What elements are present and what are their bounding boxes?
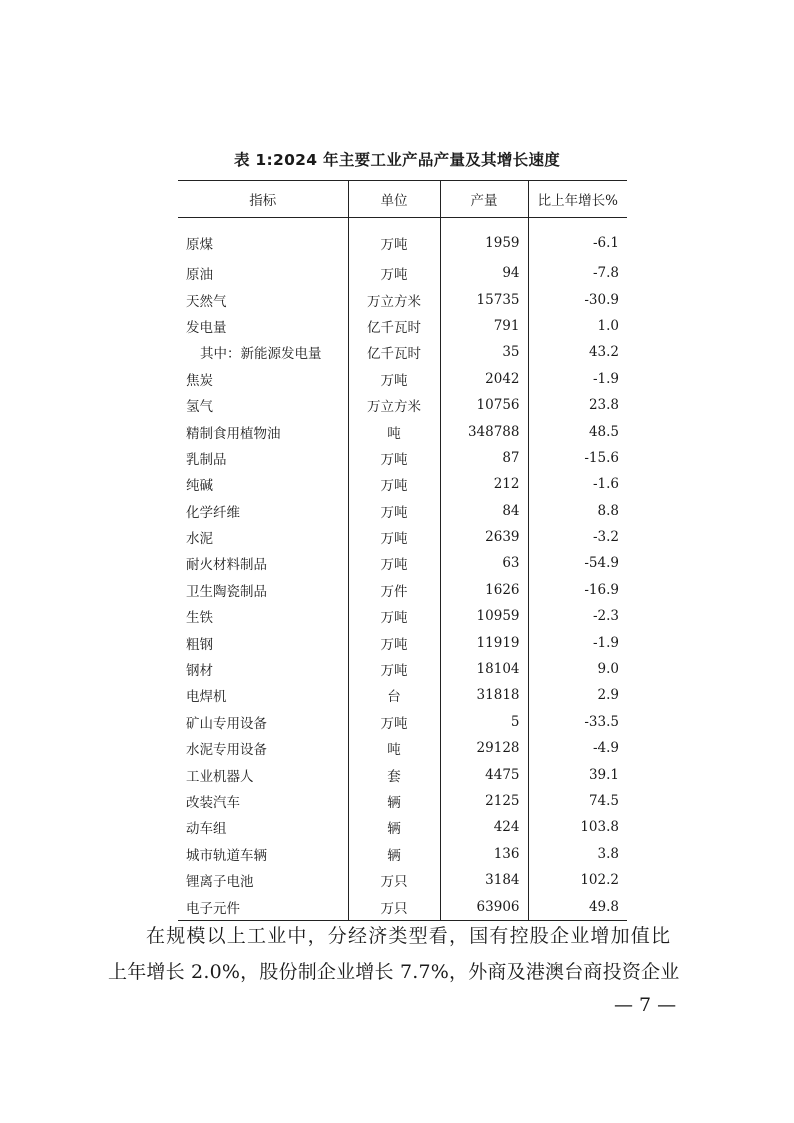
table-row [178, 788, 627, 814]
cell-unit: 辆 [348, 788, 440, 814]
cell-growth: 39.1 [528, 761, 627, 787]
cell-output: 1959 [440, 218, 528, 261]
table-row [178, 339, 627, 365]
table-row [178, 814, 627, 840]
cell-output: 63 [440, 550, 528, 576]
cell-growth: -54.9 [528, 550, 627, 576]
cell-indicator: 矿山专用设备 [186, 715, 267, 732]
cell-indicator: 粗钢 [186, 636, 213, 653]
cell-indicator: 改装汽车 [186, 795, 240, 811]
cell-unit: 万吨 [348, 218, 440, 261]
cell-indicator: 锂离子电池 [186, 874, 254, 891]
cell-unit: 万立方米 [348, 286, 440, 312]
cell-indicator: 电子元件 [178, 893, 348, 920]
cell-indicator: 水泥专用设备 [186, 742, 267, 759]
cell-unit: 万吨 [348, 498, 440, 524]
cell-indicator: 水泥 [186, 531, 213, 548]
cell-output: 3184 [440, 867, 528, 893]
cell-unit: 亿千瓦时 [348, 313, 440, 339]
cell-unit: 万吨 [348, 603, 440, 629]
cell-unit: 吨 [348, 418, 440, 444]
cell-output: 348788 [440, 418, 528, 444]
table-row [178, 629, 627, 655]
header-output: 产量 [440, 181, 528, 218]
cell-unit: 万吨 [348, 524, 440, 550]
cell-growth: 49.8 [528, 893, 627, 920]
cell-growth: -7.8 [528, 260, 627, 286]
cell-indicator: 化学纤维 [186, 504, 240, 521]
table-row [178, 577, 627, 603]
cell-growth: -16.9 [528, 577, 627, 603]
header-unit: 单位 [348, 181, 440, 218]
table-header-row [178, 181, 627, 218]
cell-growth: 48.5 [528, 418, 627, 444]
cell-indicator: 天然气 [186, 293, 227, 310]
cell-output: 63906 [440, 893, 528, 920]
cell-growth: -30.9 [528, 286, 627, 312]
cell-output: 84 [440, 498, 528, 524]
cell-unit: 万吨 [348, 471, 440, 497]
table-row [178, 893, 627, 920]
cell-indicator: 卫生陶瓷制品 [186, 583, 267, 600]
page-number: — 7 — [614, 994, 677, 1016]
header-indicator: 指标 [178, 181, 348, 218]
production-table [178, 180, 627, 921]
table-body [178, 218, 627, 921]
cell-indicator: 精制食用植物油 [186, 425, 281, 442]
cell-output: 31818 [440, 682, 528, 708]
cell-growth: -1.9 [528, 629, 627, 655]
table-row [178, 709, 627, 735]
table-row [178, 286, 627, 312]
cell-indicator: 乳制品 [186, 451, 227, 468]
cell-unit: 吨 [348, 735, 440, 761]
cell-output: 87 [440, 445, 528, 471]
cell-growth: 2.9 [528, 682, 627, 708]
cell-indicator: 耐火材料制品 [186, 557, 267, 574]
cell-growth: 1.0 [528, 313, 627, 339]
table-row [178, 550, 627, 576]
table-row [178, 366, 627, 392]
cell-indicator: 城市轨道车辆 [186, 847, 267, 864]
cell-output: 35 [440, 339, 528, 365]
cell-unit: 台 [348, 682, 440, 708]
cell-output: 15735 [440, 286, 528, 312]
cell-output: 94 [440, 260, 528, 286]
cell-output: 10756 [440, 392, 528, 418]
cell-unit: 万立方米 [348, 392, 440, 418]
table-row [178, 260, 627, 286]
cell-growth: -3.2 [528, 524, 627, 550]
cell-unit: 万吨 [348, 366, 440, 392]
table-title: 表 1:2024 年主要工业产品产量及其增长速度 [233, 151, 561, 169]
cell-output: 29128 [440, 735, 528, 761]
cell-indicator: 生铁 [186, 610, 213, 627]
cell-indicator: 原油 [186, 267, 213, 284]
cell-unit: 亿千瓦时 [348, 339, 440, 365]
cell-growth: -1.9 [528, 366, 627, 392]
cell-growth: -33.5 [528, 709, 627, 735]
cell-output: 791 [440, 313, 528, 339]
cell-output: 1626 [440, 577, 528, 603]
cell-growth: 43.2 [528, 339, 627, 365]
table-row [178, 841, 627, 867]
table-row [178, 524, 627, 550]
cell-unit: 万吨 [348, 656, 440, 682]
cell-unit: 万吨 [348, 445, 440, 471]
cell-growth: -4.9 [528, 735, 627, 761]
table-row [178, 603, 627, 629]
cell-output: 10959 [440, 603, 528, 629]
table-row [178, 445, 627, 471]
table-row [178, 656, 627, 682]
cell-growth: 8.8 [528, 498, 627, 524]
table-row [178, 682, 627, 708]
cell-output: 136 [440, 841, 528, 867]
cell-growth: 102.2 [528, 867, 627, 893]
table-row [178, 471, 627, 497]
cell-indicator: 钢材 [186, 663, 213, 680]
cell-output: 18104 [440, 656, 528, 682]
cell-growth: -15.6 [528, 445, 627, 471]
cell-indicator: 原煤 [186, 237, 213, 253]
table-row [178, 498, 627, 524]
cell-indicator: 纯碱 [186, 478, 213, 495]
cell-unit: 万吨 [348, 629, 440, 655]
cell-indicator: 氢气 [186, 399, 213, 416]
table-row [178, 761, 627, 787]
cell-indicator: 工业机器人 [186, 768, 254, 785]
cell-growth: -6.1 [528, 218, 627, 261]
cell-unit: 辆 [348, 814, 440, 840]
cell-unit: 万吨 [348, 550, 440, 576]
header-growth: 比上年增长% [528, 181, 627, 218]
cell-unit: 万吨 [348, 709, 440, 735]
table-row [178, 735, 627, 761]
cell-unit: 辆 [348, 841, 440, 867]
cell-growth: 103.8 [528, 814, 627, 840]
cell-output: 4475 [440, 761, 528, 787]
cell-indicator: 电焊机 [186, 689, 227, 706]
cell-unit: 万只 [348, 893, 440, 920]
cell-output: 11919 [440, 629, 528, 655]
cell-growth: 74.5 [528, 788, 627, 814]
cell-growth: -2.3 [528, 603, 627, 629]
table-row [178, 867, 627, 893]
cell-indicator: 其中：新能源发电量 [200, 346, 322, 363]
cell-unit: 万只 [348, 867, 440, 893]
cell-growth: 23.8 [528, 392, 627, 418]
cell-indicator: 发电量 [186, 319, 227, 336]
table-row [178, 313, 627, 339]
cell-output: 2125 [440, 788, 528, 814]
cell-unit: 万件 [348, 577, 440, 603]
cell-indicator: 动车组 [186, 821, 227, 838]
cell-output: 5 [440, 709, 528, 735]
cell-indicator: 焦炭 [186, 372, 213, 389]
body-paragraph-line-2: 上年增长 2.0%，股份制企业增长 7.7%，外商及港澳台商投资企业 [108, 961, 680, 983]
cell-output: 2639 [440, 524, 528, 550]
table-row [178, 418, 627, 444]
cell-output: 424 [440, 814, 528, 840]
cell-unit: 套 [348, 761, 440, 787]
cell-growth: 9.0 [528, 656, 627, 682]
cell-growth: 3.8 [528, 841, 627, 867]
cell-unit: 万吨 [348, 260, 440, 286]
table-row [178, 392, 627, 418]
cell-output: 2042 [440, 366, 528, 392]
body-paragraph-line-1: 在规模以上工业中，分经济类型看，国有控股企业增加值比 [146, 925, 672, 947]
cell-output: 212 [440, 471, 528, 497]
table-row [178, 218, 627, 261]
cell-growth: -1.6 [528, 471, 627, 497]
